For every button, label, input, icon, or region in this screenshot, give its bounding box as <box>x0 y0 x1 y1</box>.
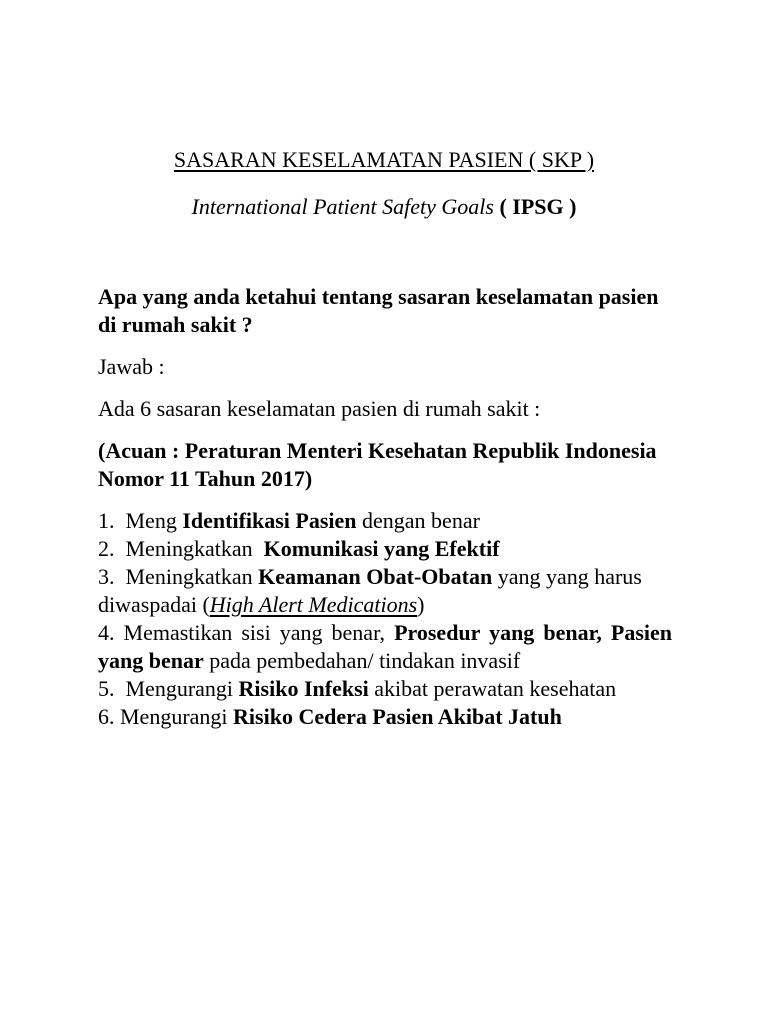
list-item-post: pada pembedahan/ tindakan invasif <box>203 648 521 673</box>
list-item-pre: Memastikan sisi yang benar, <box>123 620 395 645</box>
list-item-post: akibat perawatan kesehatan <box>368 676 617 701</box>
list-item <box>98 507 672 535</box>
list-item-pre: Meningkatkan <box>125 536 264 561</box>
list-item-pre: Meng <box>125 508 183 533</box>
reference-text: (Acuan : Peraturan Menteri Kesehatan Republik Indonesia Nomor 11 Tahun 2017) <box>98 438 657 491</box>
intro-text: Ada 6 sasaran keselamatan pasien di rumah sakit : <box>98 396 541 421</box>
list-item-bold: Risiko Cedera Pasien Akibat Jatuh <box>233 704 562 729</box>
list-item-bold: Prosedur yang benar, Pasien yang benar <box>98 620 672 673</box>
list-item-italic: High Alert Medications <box>209 592 418 617</box>
list-item-number: 6. <box>98 704 115 729</box>
list-item <box>98 675 672 703</box>
goals-list <box>98 507 672 731</box>
list-item-pre: Mengurangi <box>125 676 239 701</box>
list-item-bold: Komunikasi yang Efektif <box>263 536 500 561</box>
list-item-number: 2. <box>98 536 115 561</box>
answer-label: Jawab : <box>98 354 165 379</box>
list-item <box>98 563 672 619</box>
subtitle-bold: ( IPSG ) <box>493 194 577 219</box>
list-item-post: yang yang harus diwaspadai ( <box>98 564 642 617</box>
list-item-number: 5. <box>98 676 115 701</box>
list-item-bold: Keamanan Obat-Obatan <box>258 564 493 589</box>
list-item-pre: Meningkatkan <box>125 564 259 589</box>
subtitle-italic: International Patient Safety Goals <box>191 194 494 219</box>
page-title: SASARAN KESELAMATAN PASIEN ( SKP ) <box>173 147 595 172</box>
page-subtitle <box>0 193 768 221</box>
list-item-number: 1. <box>98 508 115 533</box>
document-body <box>98 283 672 731</box>
list-item-number: 3. <box>98 564 115 589</box>
list-item-tail: ) <box>417 592 425 617</box>
list-item-post: dengan benar <box>356 508 480 533</box>
list-item-pre: Mengurangi <box>120 704 234 729</box>
list-item <box>98 535 672 563</box>
question-text: Apa yang anda ketahui tentang sasaran keselamatan pasien di rumah sakit ? <box>98 284 659 337</box>
list-item <box>98 619 672 675</box>
list-item-bold: Identifikasi Pasien <box>182 508 357 533</box>
list-item-number: 4. <box>98 620 115 645</box>
list-item <box>98 703 672 731</box>
list-item-bold: Risiko Infeksi <box>238 676 369 701</box>
